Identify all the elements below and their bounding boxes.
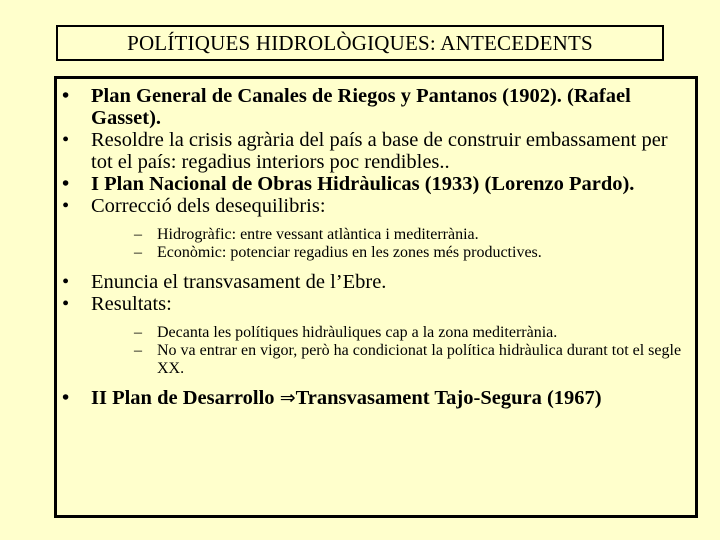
sub-item-text: Econòmic: potenciar regadius en les zones més productives. xyxy=(157,244,542,261)
sub-list-item xyxy=(91,342,685,378)
dash-icon: – xyxy=(134,226,142,243)
item-text: Resoldre la crisis agrària del país a base de construir embassament per tot el país: regadius interiors poc rendibles.. xyxy=(91,129,668,173)
item-text-after: Transvasament Tajo-Segura (1967) xyxy=(295,387,602,409)
sub-list-item xyxy=(91,244,685,262)
sub-item-text: No va entrar en vigor, però ha condicionat la política hidràulica durant tot el segle XX. xyxy=(157,342,682,377)
bullet-icon: • xyxy=(62,293,70,315)
bullet-icon: • xyxy=(62,129,70,151)
list-item xyxy=(57,387,685,409)
sub-list xyxy=(91,324,685,378)
bullet-icon: • xyxy=(62,387,70,409)
bullet-icon: • xyxy=(62,195,70,217)
item-text: Correcció dels desequilibris: xyxy=(91,195,326,217)
sub-list xyxy=(91,226,685,262)
content-box xyxy=(54,76,698,518)
dash-icon: – xyxy=(134,244,142,261)
bullet-list xyxy=(57,85,685,409)
sub-list-item xyxy=(91,324,685,342)
implies-arrow-icon: ⇒ xyxy=(279,387,296,409)
bullet-icon: • xyxy=(62,85,70,107)
item-text: Enuncia el transvasament de l’Ebre. xyxy=(91,271,387,293)
slide-title-box xyxy=(56,25,664,61)
item-text-before: II Plan de Desarrollo xyxy=(91,387,280,409)
slide-title: POLÍTIQUES HIDROLÒGIQUES: ANTECEDENTS xyxy=(127,30,593,55)
bullet-icon: • xyxy=(62,271,70,293)
bullet-icon: • xyxy=(62,173,70,195)
list-item xyxy=(57,293,685,378)
dash-icon: – xyxy=(134,324,142,341)
list-item xyxy=(57,173,685,195)
list-item xyxy=(57,85,685,129)
dash-icon: – xyxy=(134,342,142,359)
list-item xyxy=(57,271,685,293)
list-item xyxy=(57,195,685,262)
list-item xyxy=(57,129,685,173)
sub-list-item xyxy=(91,226,685,244)
sub-item-text: Hidrogràfic: entre vessant atlàntica i mediterrània. xyxy=(157,226,479,243)
item-text: I Plan Nacional de Obras Hidràulicas (1933) (Lorenzo Pardo). xyxy=(91,173,635,195)
item-text: Resultats: xyxy=(91,293,172,315)
item-text: Plan General de Canales de Riegos y Pantanos (1902). (Rafael Gasset). xyxy=(91,85,631,129)
sub-item-text: Decanta les polítiques hidràuliques cap a la zona mediterrània. xyxy=(157,324,558,341)
